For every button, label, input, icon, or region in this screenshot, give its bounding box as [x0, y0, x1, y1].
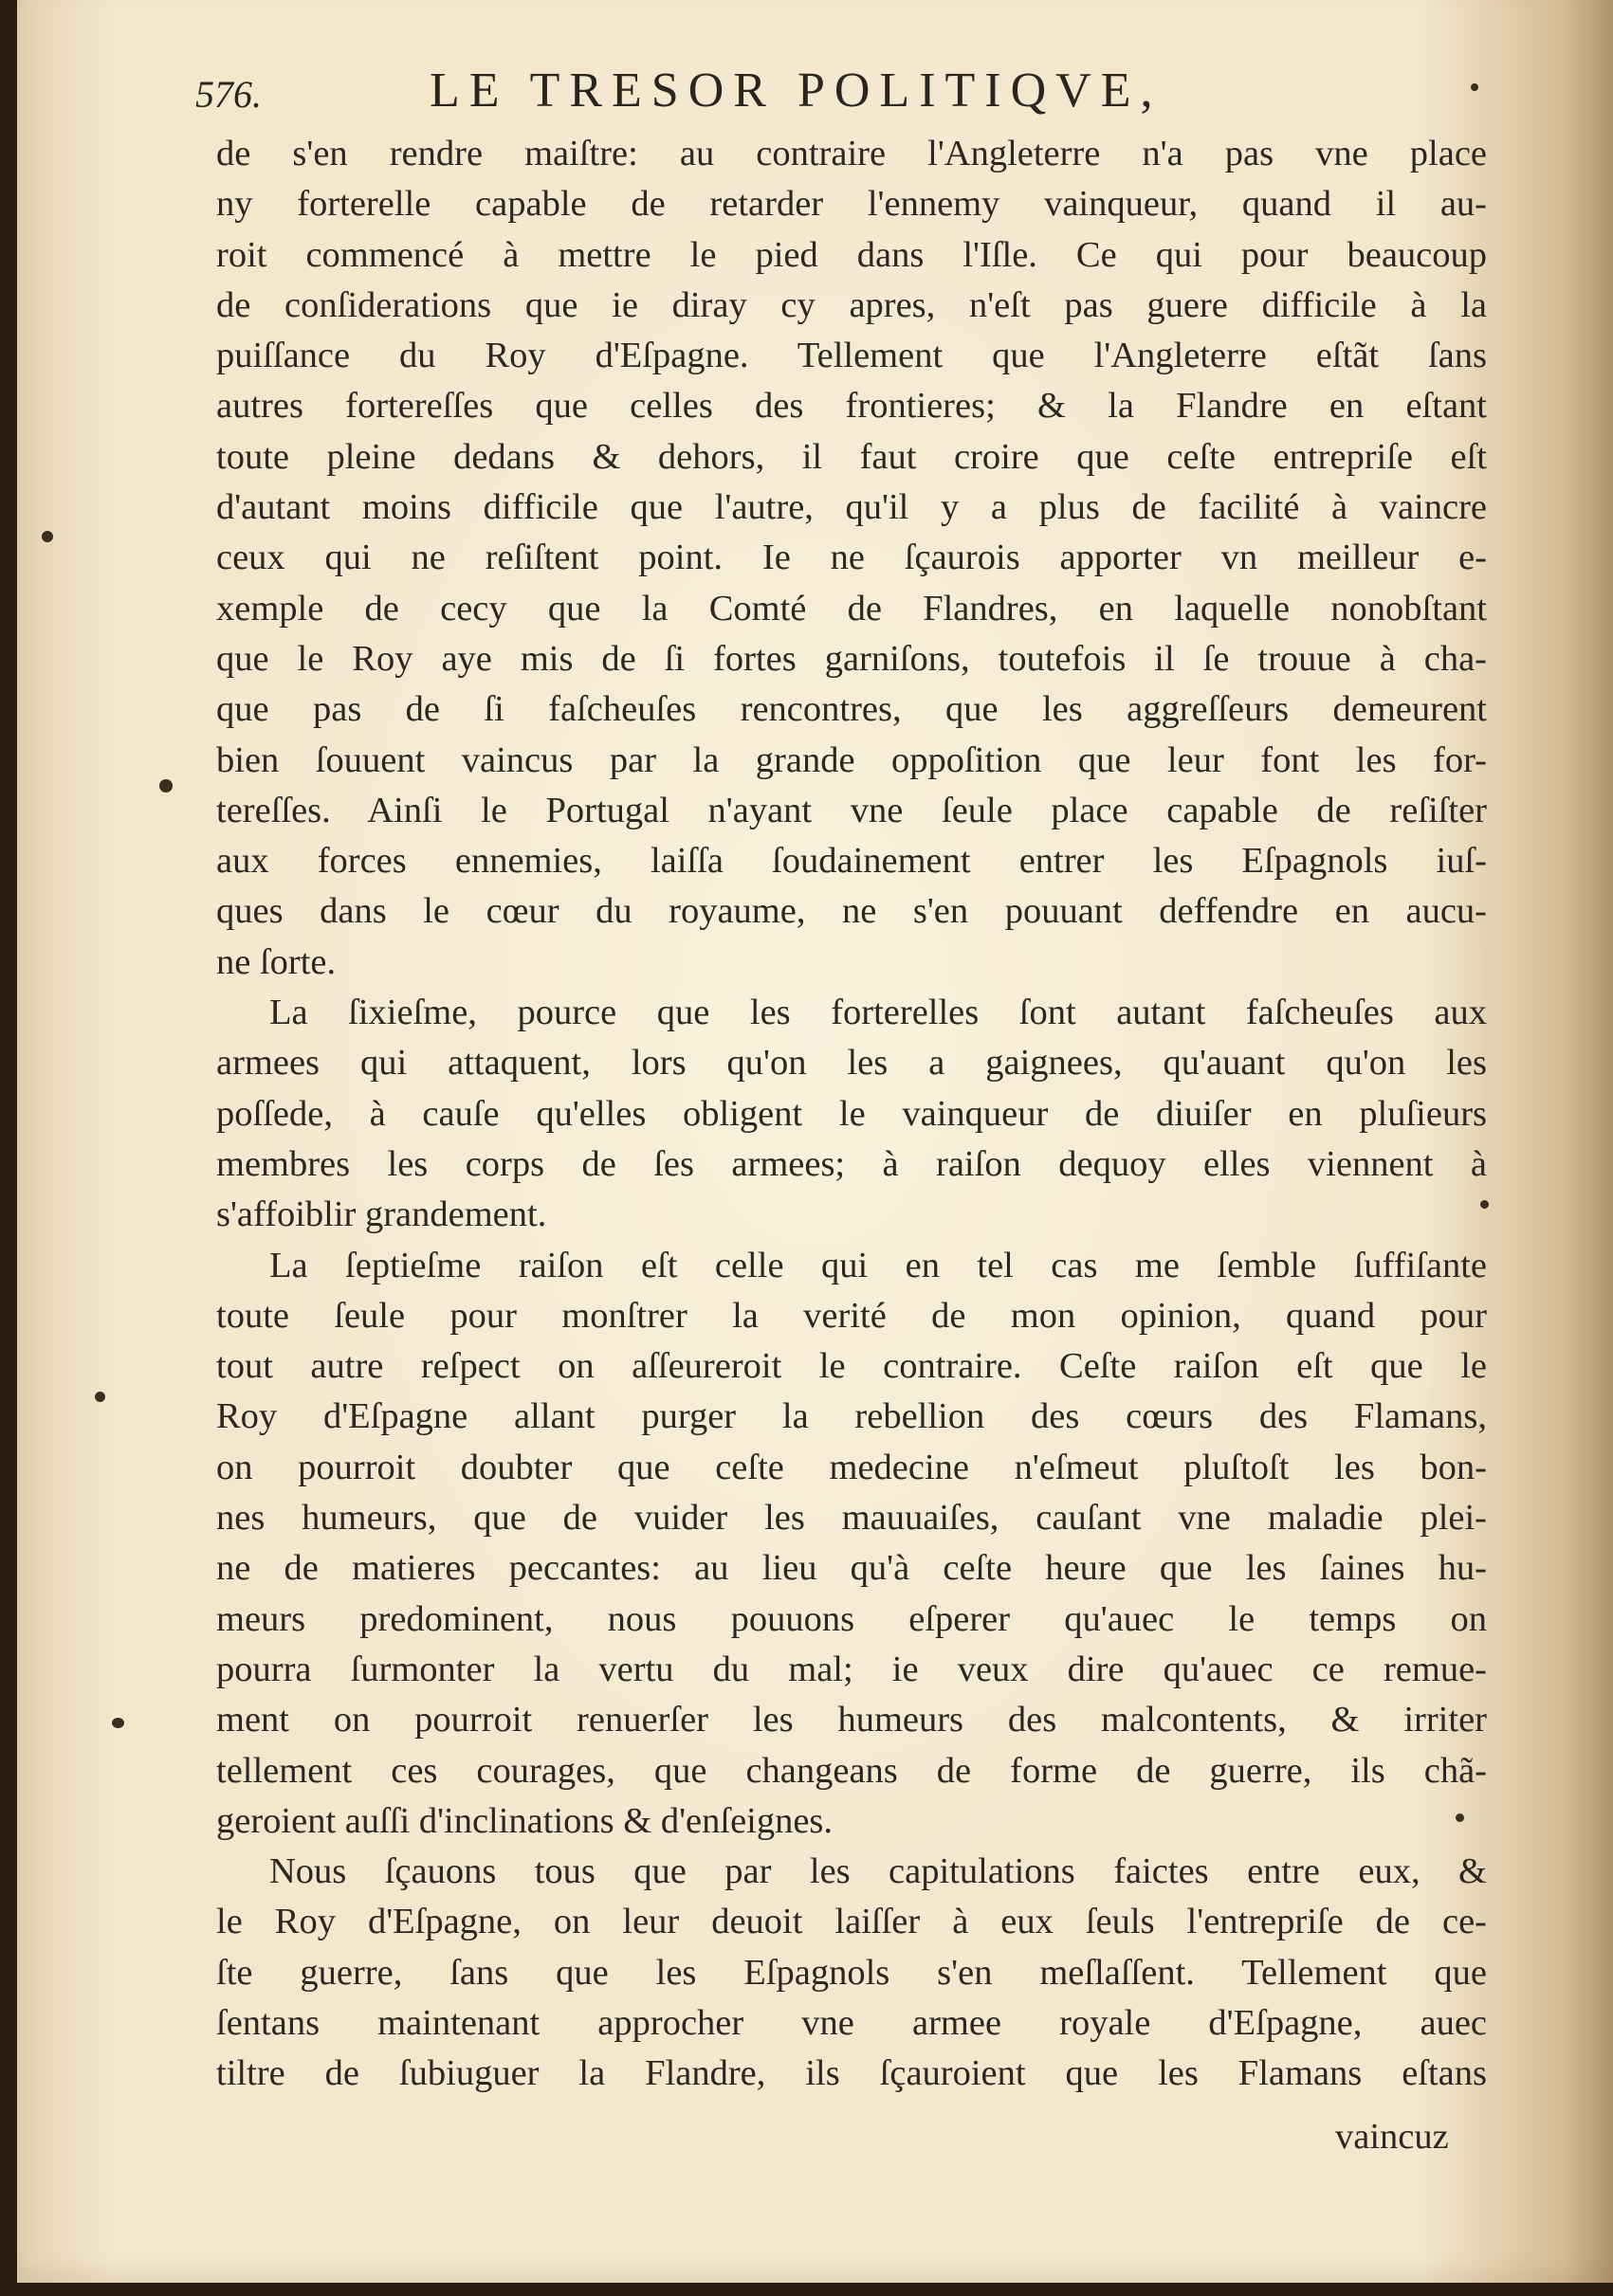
text-line: pourra ſurmonter la vertu du mal; ie veux dire qu'auec ce remue- [216, 1649, 1487, 1689]
text-line: membres les corps de ſes armees; à raiſon dequoy elles viennent à [216, 1143, 1487, 1184]
ink-speck [1480, 1200, 1489, 1209]
text-line: ne de matieres peccantes: au lieu qu'à ceſte heure que les ſaines hu- [216, 1548, 1487, 1589]
book-page [17, 0, 1613, 2283]
text-line: s'affoiblir grandement. [216, 1194, 547, 1235]
ink-speck [95, 1392, 105, 1402]
ink-speck [159, 779, 173, 793]
text-line: tellement ces courages, que changeans de forme de guerre, ils chã- [216, 1750, 1487, 1791]
text-line: de s'en rendre maiſtre: au contraire l'Angleterre n'a pas vne place [216, 134, 1487, 173]
text-line: que pas de ſi faſcheuſes rencontres, que les aggreſſeurs demeurent [216, 689, 1487, 730]
text-line: autres fortereſſes que celles des frontieres; & la Flandre en eſtant [216, 386, 1487, 427]
text-line: le Roy d'Eſpagne, on leur deuoit laiſſer à eux ſeuls l'entrepriſe de ce- [216, 1902, 1487, 1942]
page-number: 576. [195, 73, 262, 116]
text-line: toute pleine dedans & dehors, il faut croire que ceſte entrepriſe eſt [216, 436, 1487, 477]
text-line: toute ſeule pour monſtrer la verité de mon opinion, quand pour [216, 1295, 1487, 1336]
text-line: ne ſorte. [216, 941, 337, 982]
text-line: ſte guerre, ſans que les Eſpagnols s'en meſlaſſent. Tellement que [216, 1952, 1487, 1993]
text-line: poſſede, à cauſe qu'elles obligent le vainqueur de diuiſer en pluſieurs [216, 1093, 1487, 1134]
text-line: bien ſouuent vaincus par la grande oppoſition que leur font les for- [216, 739, 1487, 780]
text-line: La ſeptieſme raiſon eſt celle qui en tel cas me ſemble ſuffiſante [269, 1245, 1487, 1285]
ink-speck [42, 531, 53, 542]
text-line: aux forces ennemies, laiſſa ſoudainement entrer les Eſpagnols iuſ- [216, 841, 1487, 882]
text-line: que le Roy aye mis de ſi fortes garniſons, toutefois il ſe trouue à cha- [216, 638, 1487, 679]
ink-speck [112, 1718, 124, 1728]
text-line: geroient auſſi d'inclinations & d'enſeignes. [216, 1800, 834, 1841]
text-line: roit commencé à mettre le pied dans l'Iſle. Ce qui pour beaucoup [216, 234, 1487, 275]
text-line: tout autre reſpect on aſſeureroit le contraire. Ceſte raiſon eſt que le [216, 1346, 1487, 1387]
text-line: ny forterelle capable de retarder l'ennemy vainqueur, quand il au- [216, 184, 1487, 225]
text-line: ſentans maintenant approcher vne armee royale d'Eſpagne, auec [216, 2002, 1487, 2043]
page-header [17, 64, 1613, 125]
text-line: de conſiderations que ie diray cy apres, n'eſt pas guere difficile à la [216, 284, 1487, 325]
text-line: meurs predominent, nous pouuons eſperer qu'auec le temps on [216, 1598, 1487, 1639]
text-line: armees qui attaquent, lors qu'on les a gaignees, qu'auant qu'on les [216, 1043, 1487, 1084]
text-line: tiltre de ſubiuguer la Flandre, ils ſçauroient que les Flamans eſtans [216, 2053, 1487, 2094]
text-body [216, 129, 1487, 2100]
text-line: puiſſance du Roy d'Eſpagne. Tellement que l'Angleterre eſtãt ſans [216, 336, 1487, 376]
text-line: tereſſes. Ainſi le Portugal n'ayant vne ſeule place capable de reſiſter [216, 790, 1487, 830]
catchword: vaincuz [1335, 2117, 1449, 2157]
text-line: Nous ſçauons tous que par les capitulations faictes entre eux, & [269, 1851, 1487, 1892]
text-line: ceux qui ne reſiſtent point. Ie ne ſçaurois apporter vn meilleur e- [216, 538, 1487, 578]
text-line: ques dans le cœur du royaume, ne s'en pouuant deffendre en aucu- [216, 891, 1487, 932]
text-line: d'autant moins difficile que l'autre, qu'il y a plus de facilité à vaincre [216, 487, 1487, 528]
text-line: nes humeurs, que de vuider les mauuaiſes, cauſant vne maladie plei- [216, 1498, 1487, 1539]
text-line: on pourroit doubter que ceſte medecine n'eſmeut pluſtoſt les bon- [216, 1447, 1487, 1487]
running-title: LE TRESOR POLITIQVE, [430, 64, 1163, 118]
ink-speck [1471, 83, 1478, 91]
text-line: ment on pourroit renuerſer les humeurs des malcontents, & irriter [216, 1700, 1487, 1740]
text-line: Roy d'Eſpagne allant purger la rebellion des cœurs des Flamans, [216, 1396, 1487, 1437]
ink-speck [1456, 1813, 1464, 1822]
text-line: xemple de cecy que la Comté de Flandres, en laquelle nonobſtant [216, 588, 1487, 629]
text-line: La ſixieſme, pource que les forterelles ſont autant faſcheuſes aux [269, 993, 1487, 1033]
